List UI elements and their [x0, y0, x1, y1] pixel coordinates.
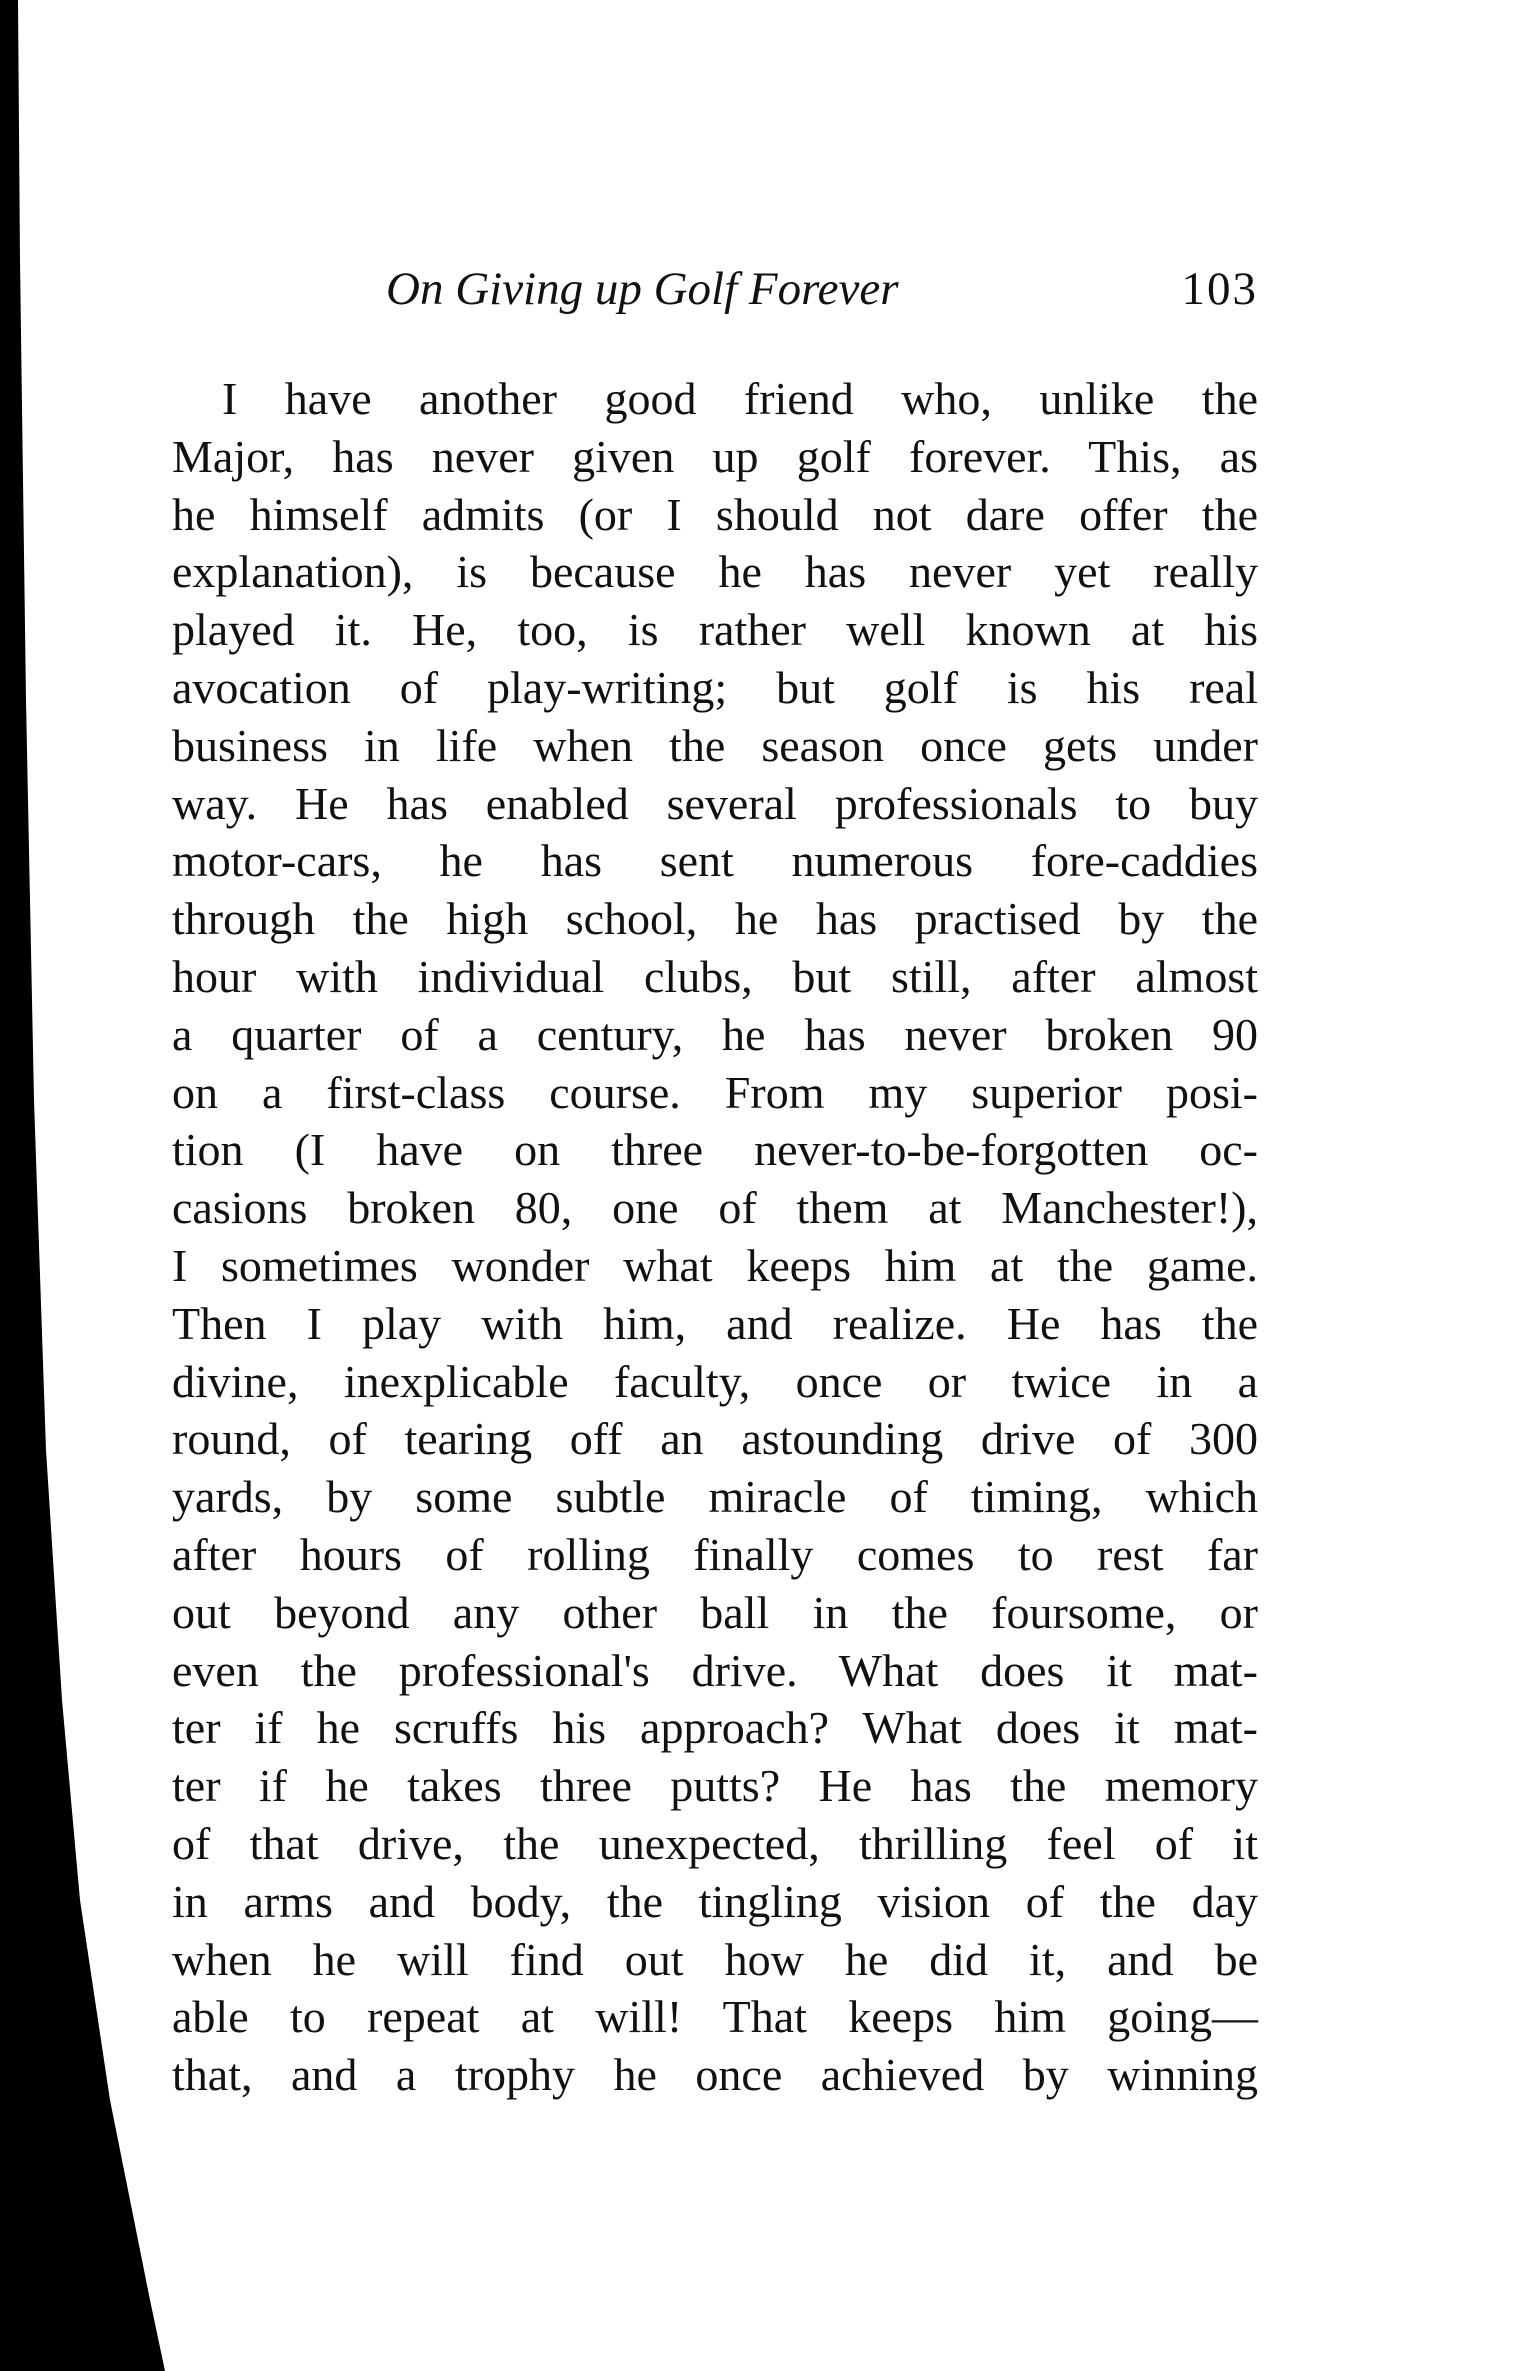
text-line: able to repeat at will! That keeps him going—: [172, 1991, 1258, 2043]
text-line: I have another good friend who, unlike the: [222, 373, 1258, 424]
text-line: I sometimes wonder what keeps him at the game.: [172, 1239, 1258, 1291]
text-line: on a first-class course. From my superior posi-: [172, 1066, 1258, 1118]
text-line: tion (I have on three never-to-be-forgotten oc-: [172, 1124, 1258, 1176]
text-line: that, and a trophy he once achieved by winning: [172, 2049, 1258, 2101]
text-line: way. He has enabled several professionals to buy: [172, 777, 1258, 829]
text-line: when he will find out how he did it, and be: [172, 1933, 1258, 1985]
text-line: of that drive, the unexpected, thrilling feel of it: [172, 1817, 1258, 1869]
text-line: Then I play with him, and realize. He has the: [172, 1297, 1258, 1349]
text-line: after hours of rolling finally comes to rest far: [172, 1528, 1258, 1580]
text-line: Major, has never given up golf forever. This, as: [172, 430, 1258, 482]
page-header: [172, 262, 1258, 332]
running-title: On Giving up Golf Forever: [386, 263, 899, 315]
page-number: 103: [1181, 263, 1258, 315]
text-line: motor-cars, he has sent numerous fore-caddies: [172, 835, 1258, 887]
text-line: explanation), is because he has never yet really: [172, 546, 1258, 598]
text-line: a quarter of a century, he has never broken 90: [172, 1008, 1258, 1060]
text-line: yards, by some subtle miracle of timing, which: [172, 1471, 1258, 1523]
text-line: he himself admits (or I should not dare offer the: [172, 488, 1258, 540]
text-line: in arms and body, the tingling vision of the day: [172, 1875, 1258, 1927]
text-line: hour with individual clubs, but still, after almost: [172, 950, 1258, 1002]
text-line: even the professional's drive. What does it mat-: [172, 1644, 1258, 1696]
scan-page-edge: [0, 0, 200, 2371]
text-line: avocation of play-writing; but golf is his real: [172, 661, 1258, 713]
text-line: through the high school, he has practised by the: [172, 893, 1258, 945]
text-line: ter if he takes three putts? He has the memory: [172, 1760, 1258, 1812]
text-line: out beyond any other ball in the foursome, or: [172, 1586, 1258, 1638]
text-line: business in life when the season once gets under: [172, 719, 1258, 771]
text-line: ter if he scruffs his approach? What does it mat-: [172, 1702, 1258, 1754]
text-line: casions broken 80, one of them at Manchester!),: [172, 1182, 1258, 1234]
text-line: round, of tearing off an astounding drive of 300: [172, 1413, 1258, 1465]
body-text: [172, 370, 1258, 2104]
text-line: divine, inexplicable faculty, once or twice in a: [172, 1355, 1258, 1407]
text-line: played it. He, too, is rather well known at his: [172, 604, 1258, 656]
